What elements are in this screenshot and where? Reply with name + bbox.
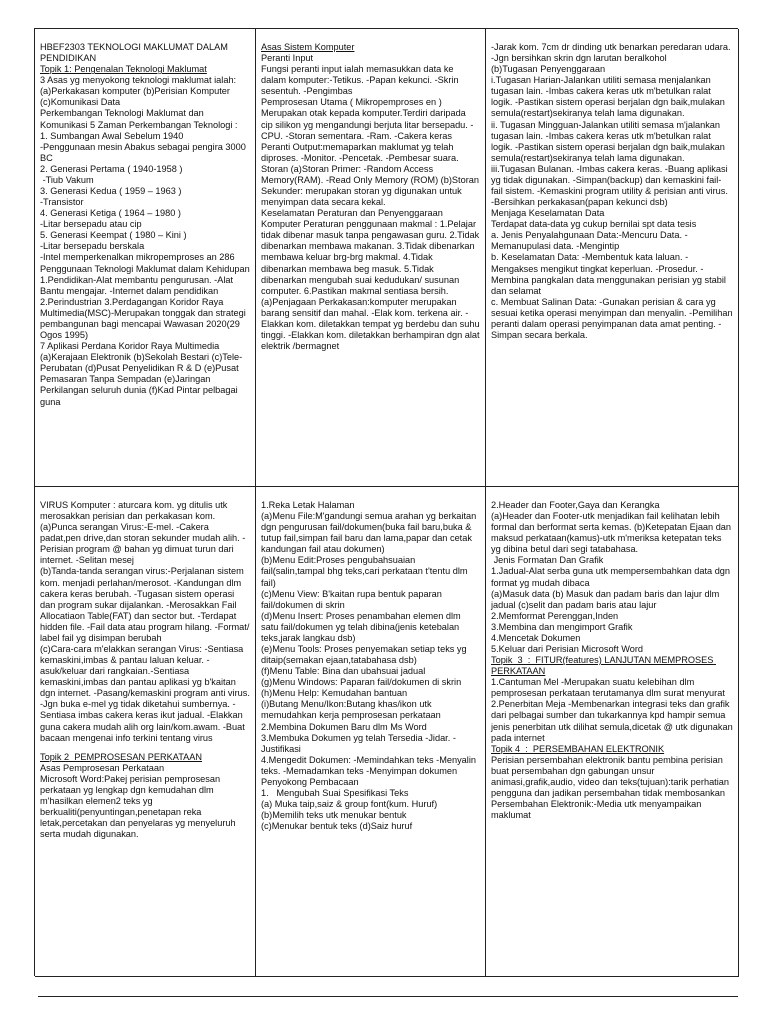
notes-table: [34, 28, 738, 976]
paragraph: (a) Muka taip,saiz & group font(kum. Huruf): [261, 799, 438, 810]
paragraph: 3. Generasi Kedua ( 1959 – 1963 ): [40, 186, 182, 197]
paragraph: Perkembangan Teknologi Maklumat dan Komunikasi 5 Zaman Perkembangan Teknologi :: [40, 108, 238, 130]
paragraph: Perisian persembahan elektronik bantu pembina perisian buat persembahan dgn gabungan unsur animasi,grafik,audio, video dan teks(tujuan):tarik perhatian pengguna dan jadikan persembahan tidak membosankan: [491, 754, 732, 799]
paragraph: -Penggunaan mesin Abakus sebagai pengira 3000 BC: [40, 141, 249, 163]
cell-4: [35, 487, 256, 977]
section-heading: Topik 3 : FITUR(features) LANJUTAN MEMPROSES PERKATAAN: [491, 655, 716, 677]
paragraph: 1.Pendidikan-Alat membantu pengurusan. -Alat Bantu mengajar. -Internet dalam pendidikan 2.Perindustrian 3.Perdagangan Koridor Raya Multimedia(MSC)-Merupakan tonggak dan strategi pembangunan bagi mencapai Wawasan 2020(29 Ogos 1995): [40, 274, 249, 341]
paragraph: 2.Memformat Perenggan,Inden: [491, 610, 619, 621]
paragraph: (d)Menu Insert: Proses penambahan elemen dlm satu fail/dokumen yg telah dibina(jenis ketebalan teks,jarak langkau dsb): [261, 610, 464, 643]
paragraph: (b)Menu Edit:Proses pengubahsuaian fail(salin,tampal bhg teks,cari perkataan t'tentu dlm fail): [261, 555, 471, 588]
paragraph: (b)Tanda-tanda serangan virus:-Perjalanan sistem kom. menjadi perlahan/merosot. -Kandungan dlm cakera keras berubah. -Tugasan sistem operasi dan program sukar dijalankan. -Merosakkan Fail Allocatiaon Table(FAT) dan sector but. -Terdapat hidden file. -Fail data atau program hilang. -Format/ label fail yg disimpan berubah: [40, 566, 252, 643]
paragraph: 4.Mengedit Dokumen: -Memindahkan teks -Menyalin teks. -Memadamkan teks -Menyimpan dokumen: [261, 754, 479, 776]
paragraph: Asas Pemprosesan Perkataan: [40, 762, 165, 773]
cell-5: [256, 487, 486, 977]
paragraph: Jenis Formatan Dan Grafik: [491, 555, 604, 566]
paragraph: Pemprosesan Utama ( Mikropemproses en ) Merupakan otak kepada komputer.Terdiri daripada cip silikon yg mengandungi berjuta litar bersepadu. -CPU. -Storan sementara. -Ram. -Cakera keras: [261, 97, 474, 141]
section-heading: Topik 4 : PERSEMBAHAN ELEKTRONIK: [491, 743, 665, 754]
cell-3: [486, 29, 739, 487]
paragraph: (a)Menu File:M'gandungi semua arahan yg berkaitan dgn pengurusan fail/dokumen(buka fail baru,buka & tutup fail,simpan fail baru dan lama,papar dan cetak kandungan fail atau dokumen): [261, 511, 479, 555]
paragraph: 2.Header dan Footer,Gaya dan Kerangka: [491, 500, 660, 510]
paragraph: (a)Masuk data (b) Masuk dan padam baris dan lajur dlm jadual (c)selit dan padam baris atau lajur: [491, 588, 722, 610]
paragraph: 2.Penerbitan Meja -Membenarkan integrasi teks dan grafik dari pelbagai sumber dan tukarkannya kpd hampir semua jenis penerbitan utk dilihat semula,dicetak @ utk digunakan pada internet: [491, 699, 736, 743]
paragraph: (a)Punca serangan Virus:-E-mel. -Cakera padat,pen drive,dan storan sekunder mudah alih. -Perisian program @ bahan yg dimuat turun dari internet. -Selitan mesej: [40, 522, 246, 566]
paragraph: i.Tugasan Harian-Jalankan utiliti semasa menjalankan tugasan lain. -Imbas cakera keras utk m'betulkan ralat logik. -Pastikan sistem operasi berjalan dgn baik,mulakan semula(restart)sekiranya telah lama digunakan.: [491, 75, 728, 119]
section-heading: Asas Sistem Komputer: [261, 42, 355, 52]
paragraph: (b)Tugasan Penyenggaraan: [491, 64, 606, 75]
paragraph: Keselamatan Peraturan dan Penyenggaraan Komputer Peraturan penggunaan makmal : 1.Pelajar tidak dibenar masuk tanpa pengawasan guru. 2.Tidak dibenarkan membawa makanan. 3.Tidak dibenarkan membawa keluar brg-brg makmal. 4.Tidak dibenarkan membawa beg masuk. 5.Tidak dibenarkan mengubah suai kedudukan/ susunan computer. 6.Pastikan makmal sentiasa bersih.: [261, 208, 482, 296]
paragraph: 1. Sumbangan Awal Sebelum 1940: [40, 130, 184, 141]
paragraph: Penyokong Pembacaan: [261, 776, 359, 787]
paragraph: 5.Keluar dari Perisian Microsoft Word: [491, 644, 643, 655]
paragraph: (f)Menu Table: Bina dan ubahsuai jadual: [261, 666, 426, 677]
section-heading: Topik 1: Pengenalan Teknologi Maklumat: [40, 64, 207, 75]
paragraph: Fungsi peranti input ialah memasukkan data ke dalam komputer:-Tetikus. -Papan kekunci. -Skrin sesentuh. -Pengimbas: [261, 64, 462, 97]
paragraph: Peranti Output:memaparkan maklumat yg telah diproses. -Monitor. -Pencetak. -Pembesar suara.: [261, 141, 459, 163]
paragraph: 1. Mengubah Suai Spesifikasi Teks: [261, 788, 409, 799]
paragraph: -Intel memperkenalkan mikropemproses an 286: [40, 252, 235, 263]
paragraph: -Tiub Vakum: [40, 174, 94, 185]
paragraph: Persembahan Elektronik:-Media utk menyampaikan maklumat: [491, 799, 704, 821]
paragraph: 5. Generasi Keempat ( 1980 – Kini ): [40, 230, 187, 241]
paragraph: (c)Menu View: B'kaitan rupa bentuk paparan fail/dokumen di skrin: [261, 588, 445, 610]
paragraph: 3.Membuka Dokumen yg telah Tersedia -Jidar. -Justifikasi: [261, 732, 456, 754]
paragraph: (h)Menu Help: Kemudahan bantuan: [261, 688, 408, 699]
paragraph: 1.Jadual-Alat serba guna utk mempersembahkan data dgn format yg mudah dibaca: [491, 566, 733, 588]
paragraph: Storan (a)Storan Primer: -Random Access Memory(RAM). -Read Only Memory (ROM) (b)Storan Sekunder: merupakan storan yg digunakan untuk menyimpan data secara kekal.: [261, 163, 482, 208]
paragraph: 4. Generasi Ketiga ( 1964 – 1980 ): [40, 208, 181, 219]
paragraph: Penggunaan Teknologi Maklumat dalam Kehidupan: [40, 263, 250, 274]
paragraph: Peranti Input: [261, 53, 314, 64]
paragraph: (b)Memilih teks utk menukar bentuk: [261, 810, 407, 821]
section-heading: Topik 2 PEMPROSESAN PERKATAAN: [40, 751, 203, 762]
cell-1: [35, 29, 256, 487]
paragraph: iii.Tugasan Bulanan. -Imbas cakera keras. -Buang aplikasi yg tidak digunakan. -Simpan(backup) dan kemaskini fail-fail sistem. -Kemaskini program utility & perisian anti virus. -Bersihkan perkakasan(papan kekunci dsb): [491, 163, 731, 208]
paragraph: VIRUS Komputer : aturcara kom. yg ditulis utk merosakkan perisian dan perkakasan kom.: [40, 500, 230, 522]
paragraph: HBEF2303 TEKNOLOGI MAKLUMAT DALAM PENDIDIKAN: [40, 42, 231, 64]
paragraph: (c)Menukar bentuk teks (d)Saiz huruf: [261, 821, 413, 832]
paragraph: b. Keselamatan Data: -Membentuk kata laluan. -Mengakses mengikut tingkat keperluan. -Prosedur. -Membina pangkalan data menggunakan perisian yg stabil dan selamat: [491, 252, 729, 296]
paragraph: -Jarak kom. 7cm dr dinding utk benarkan peredaran udara. -Jgn bersihkan skrin dgn larutan beralkohol: [491, 42, 734, 64]
paragraph: -Litar bersepadu berskala: [40, 241, 145, 252]
paragraph: 3.Membina dan mengimport Grafik: [491, 621, 633, 632]
paragraph: (e)Menu Tools: Proses penyemakan setiap teks yg ditaip(semakan ejaan,tatabahasa dsb): [261, 644, 470, 666]
paragraph: 1.Cantuman Mel -Merupakan suatu kelebihan dlm pemprosesan perkataan terutamanya dlm surat menyurat: [491, 677, 725, 699]
paragraph: 1.Reka Letak Halaman: [261, 500, 355, 510]
paragraph: 3 Asas yg menyokong teknologi maklumat ialah: (a)Perkakasan komputer (b)Perisian Komputer (c)Komunikasi Data: [40, 75, 239, 108]
paragraph: 7 Aplikasi Perdana Koridor Raya Multimedia (a)Kerajaan Elektronik (b)Sekolah Bestari (c)Tele-Perubatan (d)Pusat Penyelidikan R & D (e)Pusat Pemasaran Tanpa Sempadan (e)Jaringan Perkilangan seluruh dunia (f)Kad Pintar pelbagai guna: [40, 341, 243, 407]
paragraph: ii. Tugasan Mingguan-Jalankan utiliti semasa m'jalankan tugasan lain. -Imbas cakera keras utk m'betulkan ralat logik. -Pastikan sistem operasi berjalan dgn baik,mulakan semula(restart)sekiranya telah lama digunakan.: [491, 119, 728, 163]
paragraph: a. Jenis Penyalahgunaan Data:-Mencuru Data. -Memanupulasi data. -Mengintip: [491, 230, 688, 252]
paragraph: -Litar bersepadu atau cip: [40, 219, 142, 230]
paragraph: (g)Menu Windows: Paparan fail/dokumen di skrin: [261, 677, 462, 688]
paragraph: (c)Cara-cara m'elakkan serangan Virus: -Sentiasa kemaskini,imbas & pantau laluan keluar. -asuk/keluar dari rangkaian.-Sentiasa kemaskini,imbas dan pantau aplikasi yg b'kaitan dgn internet. -Pasang/kemaskini program anti virus. -Jgn buka e-mel yg tidak diketahui sumbernya. -Sentiasa imbas cakera keras ikut jadual. -Elakkan guna cakera mudah alih org lain/kom.awam. -Buat bacaan mengenai info terkini tentang virus: [40, 644, 253, 743]
footer-rule: [38, 996, 738, 997]
paragraph: -Transistor: [40, 197, 84, 208]
paragraph: (i)Butang Menu/Ikon:Butang khas/ikon utk memudahkan kerja pemprosesan perkataan: [261, 699, 441, 721]
paragraph: Menjaga Keselamatan Data: [491, 208, 605, 219]
paragraph: Microsoft Word:Pakej perisian pemprosesan perkataan yg lengkap dgn kemudahan dlm m'hasilkan elemen2 teks yg berkualiti(penyuntingan,penetapan reka letak,percetakan dan penyelaras yg menyeluruh serta mudah digunakan.: [40, 773, 239, 840]
paragraph: (a)Penjagaan Perkakasan:komputer merupakan barang sensitif dan mahal. -Elak kom. terkena air. -Elakkan kom. diletakkan tempat yg berdebu dan suhu tinggi. -Elakkan kom. diletakkan berhampiran dgn alat elektrik /bermagnet: [261, 296, 483, 352]
cell-2: [256, 29, 486, 487]
cell-6: [486, 487, 739, 977]
paragraph: 2. Generasi Pertama ( 1940-1958 ): [40, 163, 183, 174]
paragraph: c. Membuat Salinan Data: -Gunakan perisian & cara yg sesuai ketika operasi menyimpan dan menyalin. -Pemilihan peranti dalam operasi penyimpanan data amat penting. -Simpan secara berkala.: [491, 296, 736, 341]
paragraph: 2.Membina Dokumen Baru dlm Ms Word: [261, 721, 427, 732]
paragraph: 4.Mencetak Dokumen: [491, 632, 581, 643]
paragraph: Terdapat data-data yg cukup bernilai spt data tesis: [491, 219, 697, 230]
paragraph: (a)Header dan Footer-utk menjadikan fail kelihatan lebih formal dan berformat serta kemas. (b)Ketepatan Ejaan dan maksud perkataan(kamus)-utk m'meriksa ketepatan teks yg dibina betul dari segi tatabahasa.: [491, 511, 734, 555]
